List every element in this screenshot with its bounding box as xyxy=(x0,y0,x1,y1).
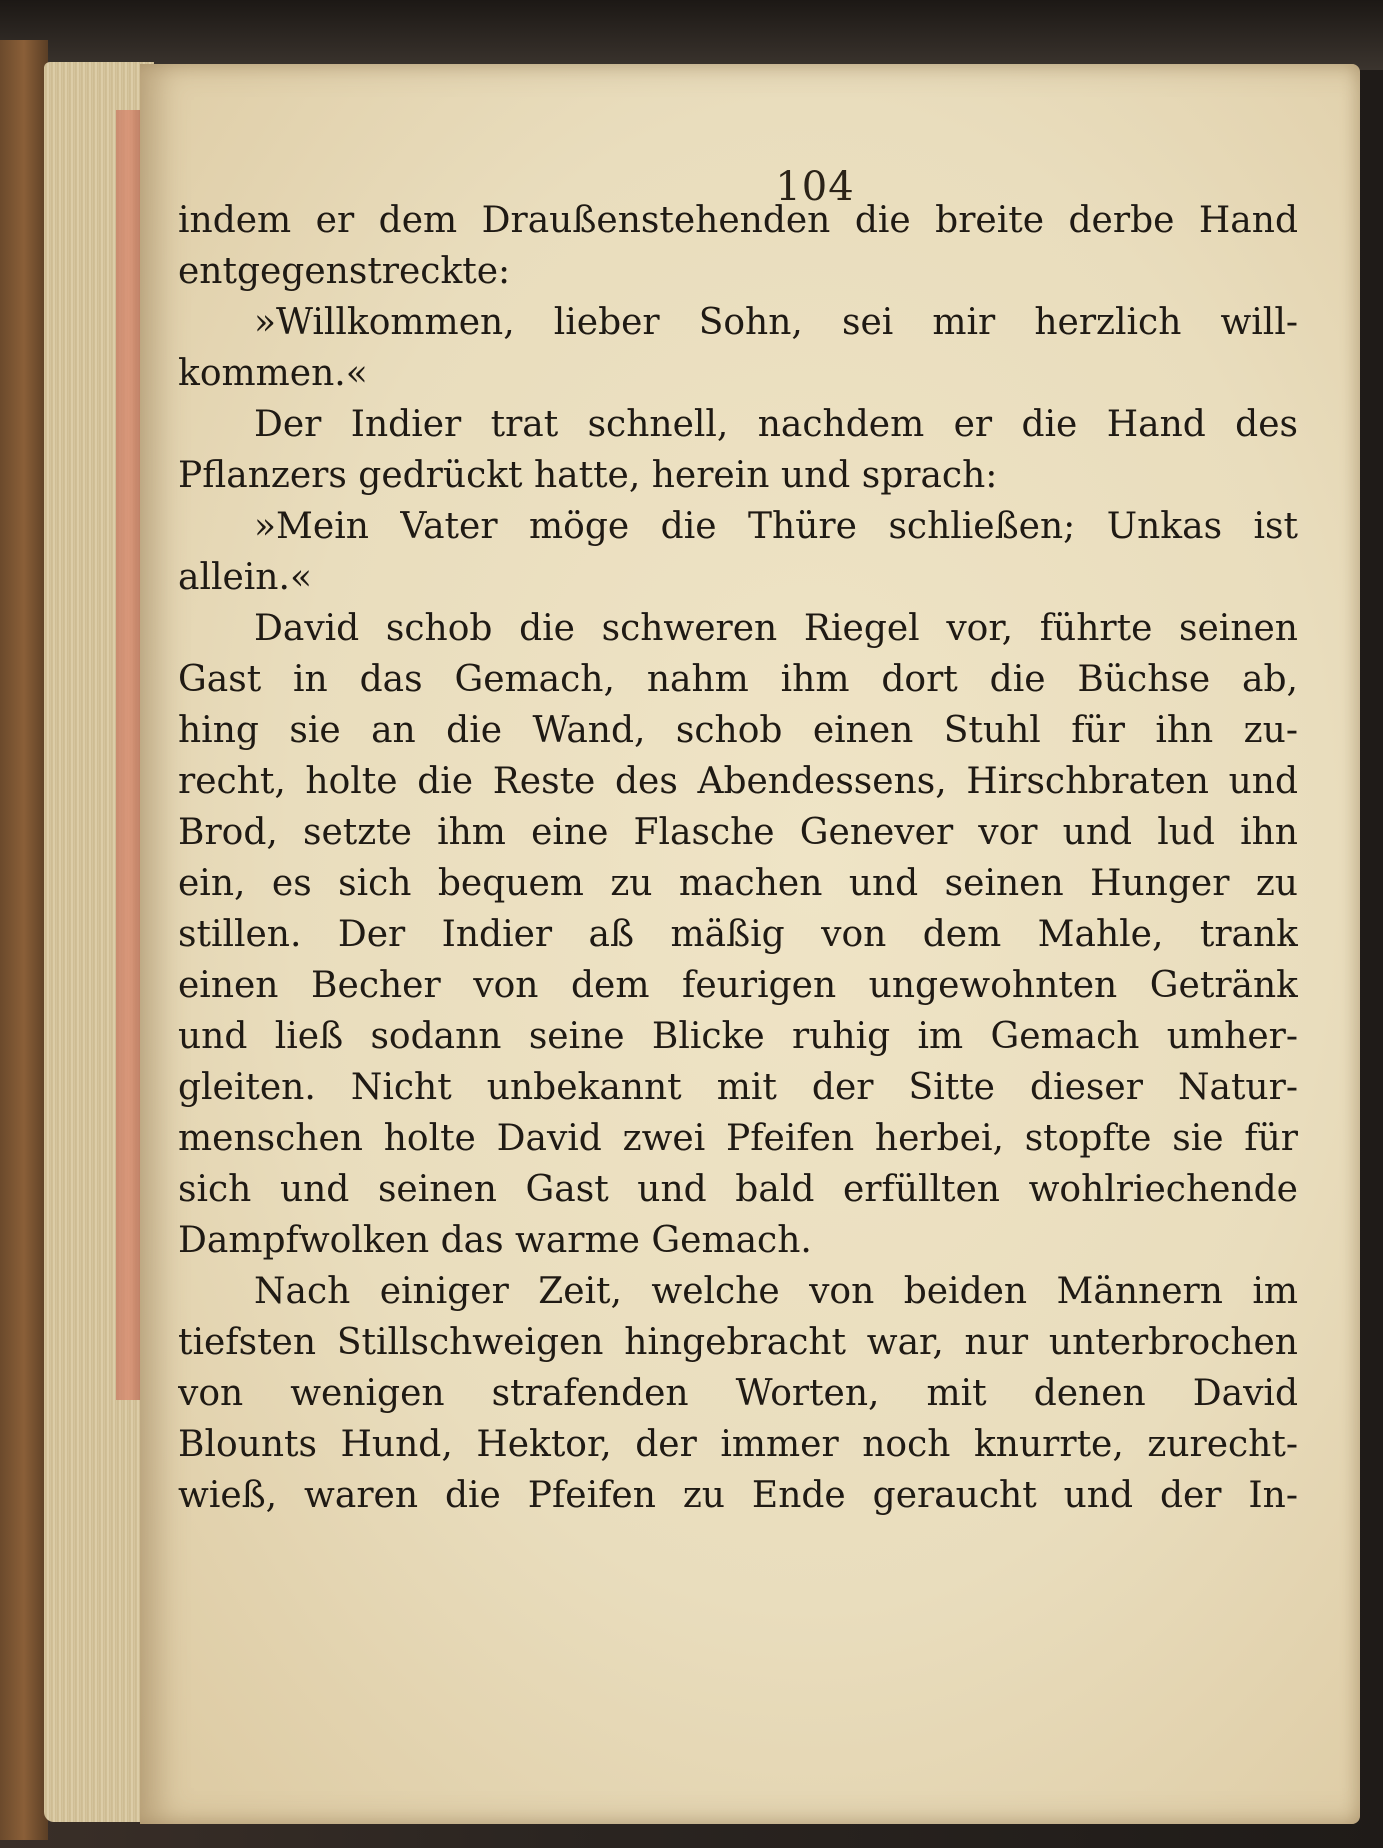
text-line: entgegenstreckte: xyxy=(178,251,511,292)
text-line: tiefsten Stillschweigen hingebracht war, nur unterbrochen xyxy=(178,1322,1298,1363)
text-line: kommen.« xyxy=(178,353,368,394)
text-line: Dampfwolken das warme Gemach. xyxy=(178,1220,812,1261)
text-line: stillen. Der Indier aß mäßig von dem Mahle, trank xyxy=(178,914,1298,955)
red-page-edge xyxy=(116,110,142,1400)
text-line: hing sie an die Wand, schob einen Stuhl für ihn zu- xyxy=(178,710,1298,751)
text-line: indem er dem Draußenstehenden die breite derbe Hand xyxy=(178,200,1298,241)
book-cover-top xyxy=(0,0,1383,70)
text-line: Brod, setzte ihm eine Flasche Genever vor und lud ihn xyxy=(178,812,1298,853)
text-line: Der Indier trat schnell, nachdem er die Hand des xyxy=(254,404,1298,445)
text-line: recht, holte die Reste des Abendessens, Hirschbraten und xyxy=(178,761,1298,802)
text-line: Pflanzers gedrückt hatte, herein und sprach: xyxy=(178,455,998,496)
text-line: ein, es sich bequem zu machen und seinen Hunger zu xyxy=(178,863,1298,904)
book-spine-edge xyxy=(0,40,48,1840)
page-number: 104 xyxy=(775,164,855,210)
text-line: und ließ sodann seine Blicke ruhig im Gemach umher- xyxy=(178,1016,1298,1057)
page-text xyxy=(178,195,1298,1521)
text-line: einen Becher von dem feurigen ungewohnten Getränk xyxy=(178,965,1298,1006)
text-line: gleiten. Nicht unbekannt mit der Sitte dieser Natur- xyxy=(178,1067,1298,1108)
text-line: menschen holte David zwei Pfeifen herbei, stopfte sie für xyxy=(178,1118,1298,1159)
text-line: von wenigen strafenden Worten, mit denen David xyxy=(178,1373,1298,1414)
text-line: Gast in das Gemach, nahm ihm dort die Büchse ab, xyxy=(178,659,1298,700)
text-line: wieß, waren die Pfeifen zu Ende geraucht und der In- xyxy=(178,1475,1298,1516)
text-line: allein.« xyxy=(178,557,312,598)
text-line: sich und seinen Gast und bald erfüllten wohlriechende xyxy=(178,1169,1298,1210)
text-line: Nach einiger Zeit, welche von beiden Männern im xyxy=(254,1271,1298,1312)
text-line: »Willkommen, lieber Sohn, sei mir herzlich will- xyxy=(254,302,1298,343)
text-line: »Mein Vater möge die Thüre schließen; Unkas ist xyxy=(254,506,1298,547)
text-line: Blounts Hund, Hektor, der immer noch knurrte, zurecht- xyxy=(178,1424,1298,1465)
text-line: David schob die schweren Riegel vor, führte seinen xyxy=(254,608,1298,649)
